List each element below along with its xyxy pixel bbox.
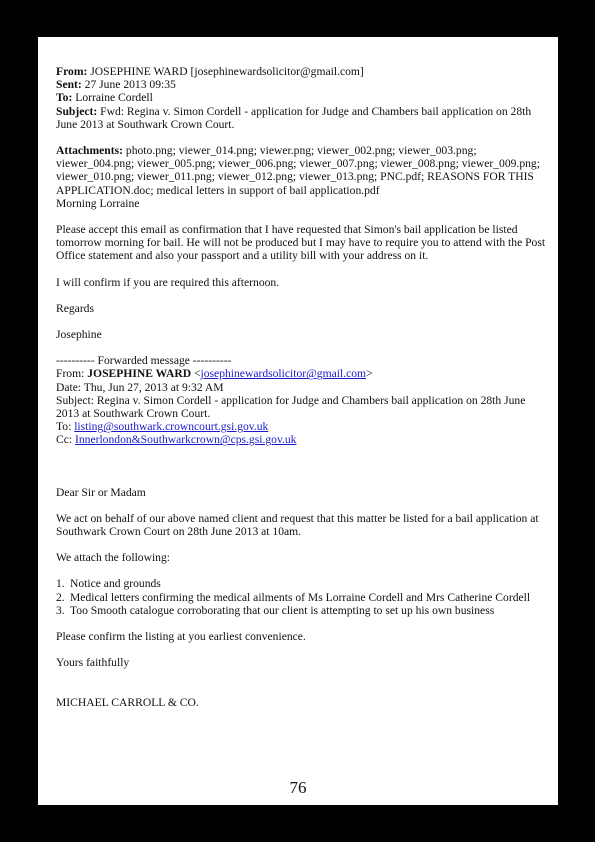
forwarded-subject: Subject: Regina v. Simon Cordell - application for Judge and Chambers bail application on 28th June 2013 at Southwark Crown Court.: [56, 393, 526, 421]
to-email-link[interactable]: listing@southwark.crowncourt.gsi.gov.uk: [74, 420, 269, 434]
body-paragraph-2: I will confirm if you are required this afternoon.: [56, 275, 280, 289]
greeting: Morning Lorraine: [56, 196, 140, 210]
list-item: 3. Too Smooth catalogue corroborating that our client is attempting to set up his own business: [56, 603, 495, 617]
body-paragraph-1: Please accept this email as confirmation that I have requested that Simon's bail application be listed tomorrow morning for bail. He will not be produced but I may have to require you to attend with the Post Office statement and also your passport and a utility bill with your address on it.: [56, 223, 546, 263]
confirm-request: Please confirm the listing at you earliest convenience.: [56, 630, 306, 644]
from-email-link[interactable]: josephinewardsolicitor@gmail.com: [200, 367, 367, 381]
attach-intro: We attach the following:: [56, 551, 171, 565]
document-page: [38, 37, 558, 805]
forwarded-to: To: listing@southwark.crowncourt.gsi.gov.uk: [56, 420, 269, 434]
regards: Regards: [56, 301, 94, 315]
list-item: 1. Notice and grounds: [56, 577, 161, 591]
forwarded-divider: ---------- Forwarded message ----------: [56, 354, 232, 368]
forwarded-date: Date: Thu, Jun 27, 2013 at 9:32 AM: [56, 380, 224, 394]
cc-email-link[interactable]: Innerlondon&Southwarkcrown@cps.gsi.gov.uk: [75, 433, 297, 447]
letter-paragraph-1: We act on behalf of our above named client and request that this matter be listed for a bail application at Southwark Crown Court on 28th June 2013 at 10am.: [56, 511, 539, 539]
forwarded-from: From: JOSEPHINE WARD <josephinewardsolicitor@gmail.com>: [56, 367, 373, 381]
header-subject: Subject: Fwd: Regina v. Simon Cordell - application for Judge and Chambers bail application on 28th June 2013 at Southwark Crown Court.: [56, 104, 532, 131]
signature: Josephine: [56, 328, 102, 342]
page-number: 76: [289, 778, 307, 797]
header-attachments: Attachments: photo.png; viewer_014.png; viewer.png; viewer_002.png; viewer_003.png; viewer_004.png; viewer_005.png; viewer_006.png; viewer_007.png; viewer_008.png; viewer_009.png; viewer_010.png; viewer_011.png; viewer_012.png; viewer_013.png; PNC.pdf; REASONS FOR THIS APPLICATION.doc; medical letters in support of bail application.pdf: [56, 144, 540, 197]
header-from: From: JOSEPHINE WARD [josephinewardsolicitor@gmail.com]: [56, 65, 364, 78]
firm-name: MICHAEL CARROLL & CO.: [56, 695, 199, 709]
email-content: [56, 65, 546, 709]
header-sent: Sent: 27 June 2013 09:35: [56, 78, 176, 92]
list-item: 2. Medical letters confirming the medical ailments of Ms Lorraine Cordell and Mrs Catherine Cordell: [56, 590, 531, 604]
header-to: To: Lorraine Cordell: [56, 91, 153, 105]
forwarded-cc: Cc: Innerlondon&Southwarkcrown@cps.gsi.gov.uk: [56, 433, 297, 447]
closing: Yours faithfully: [56, 656, 130, 670]
letter-salutation: Dear Sir or Madam: [56, 485, 146, 499]
